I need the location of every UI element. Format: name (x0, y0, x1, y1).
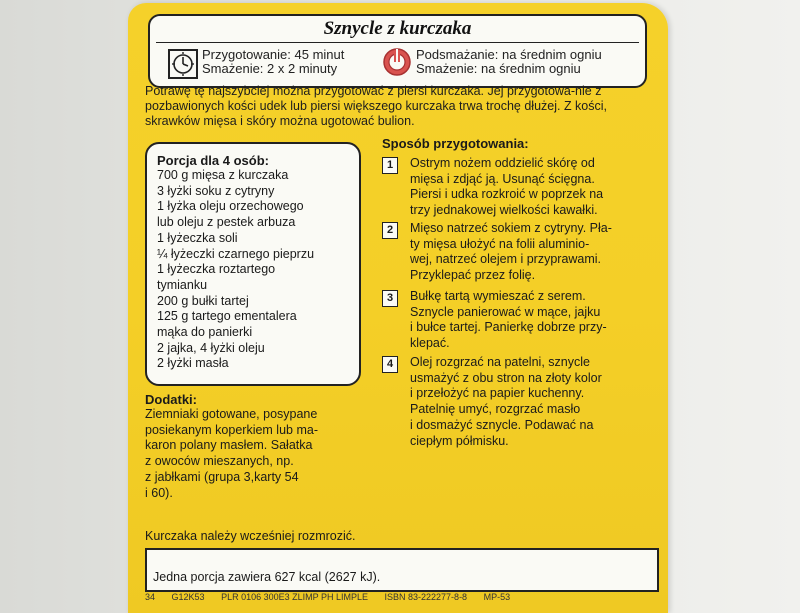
ingredient-item: 1 łyżeczka soli (157, 230, 238, 245)
step-text: Olej rozgrzać na patelni, sznycle usmażyć z obu stron na złoty kolor i przełożyć na papier kuchenny. Patelnię umyć, rozgrzać masło i dosmażyć sznycle. Podawać na ciepłym półmisku. (410, 355, 602, 448)
ingredient-item: 125 g tartego ementalera (157, 309, 297, 324)
step-text: Mięso natrzeć sokiem z cytryny. Pła- ty mięsa ułożyć na folii aluminio- wej, natrzeć olejem i przyprawami. Przyklepać przez folię. (410, 221, 612, 283)
ingredient-item: 1 łyżeczka roztartego tymianku (157, 262, 276, 292)
step-number: 2 (382, 222, 398, 239)
footer-ref: PLR 0106 300E3 ZLIMP PH LIMPLE (221, 592, 368, 600)
ingredient-item: 200 g bułki tartej (157, 293, 249, 308)
fry-time: Smażenie: 2 x 2 minuty (202, 61, 338, 76)
stove-heat-icon (382, 47, 412, 77)
recipe-header (148, 14, 647, 88)
step-text: Ostrym nożem oddzielić skórę od mięsa i zdjąć ją. Usunąć ścięgna. Piersi i udka rozkroić w poprzek na trzy jednakowej wielkości kawałki. (410, 156, 604, 218)
footer-code: G12K53 (171, 592, 205, 600)
step-number: 4 (382, 356, 398, 373)
footer-mp: MP-53 (483, 592, 511, 600)
card-footer (145, 592, 670, 600)
calorie-box (145, 548, 659, 592)
thaw-note: Kurczaka należy wcześniej rozmrozić. (145, 529, 356, 543)
ingredient-item: mąka do panierki (157, 325, 253, 340)
sides-title: Dodatki: (145, 392, 197, 407)
ingredient-item: ¼ łyżeczki czarnego pieprzu (157, 246, 315, 261)
prep-time: Przygotowanie: 45 minut (202, 47, 345, 62)
clock-icon (168, 49, 198, 79)
step-text: Bułkę tartą wymieszać z serem. Sznycle panierować w mące, jajku i bułce tartej. Panierkę dobrze przy- klepać. (410, 289, 607, 351)
header-divider (156, 42, 639, 43)
ingredient-item: 2 łyżki masła (157, 356, 229, 371)
pre-fry-heat: Podsmażanie: na średnim ogniu (416, 47, 602, 62)
portion-title: Porcja dla 4 osób: (157, 153, 269, 168)
portion-box (145, 142, 361, 386)
recipe-intro: Potrawę tę najszybciej można przygotować z piersi kurczaka. Jej przygotowa-nie z pozbawionych kości udek lub piersi większego kurczaka trwa trochę dłużej. Z kości, skrawków mięsa i skóry można ugotować bulion. (145, 84, 608, 128)
ingredient-item: 3 łyżki soku z cytryny (157, 183, 275, 198)
footer-isbn: ISBN 83-222277-8-8 (384, 592, 468, 600)
ingredient-item: 700 g mięsa z kurczaka (157, 168, 289, 182)
fry-heat: Smażenie: na średnim ogniu (416, 61, 581, 76)
ingredient-list (157, 168, 357, 372)
sides-text: Ziemniaki gotowane, posypane posiekanym koperkiem lub ma- karon polany masłem. Sałatka z owoców mieszanych, np. z jabłkami (grupa 3,karty 54 i 60). (145, 407, 318, 500)
step-number: 3 (382, 290, 398, 307)
ingredient-item: 1 łyżka oleju orzechowego lub oleju z pestek arbuza (157, 199, 304, 230)
method-title: Sposób przygotowania: (382, 136, 529, 151)
recipe-title: Sznycle z kurczaka (323, 18, 472, 39)
ingredient-item: 2 jajka, 4 łyżki oleju (157, 340, 265, 355)
calorie-text: Jedna porcja zawiera 627 kcal (2627 kJ). (153, 570, 381, 584)
footer-page: 34 (145, 592, 156, 600)
step-number: 1 (382, 157, 398, 174)
